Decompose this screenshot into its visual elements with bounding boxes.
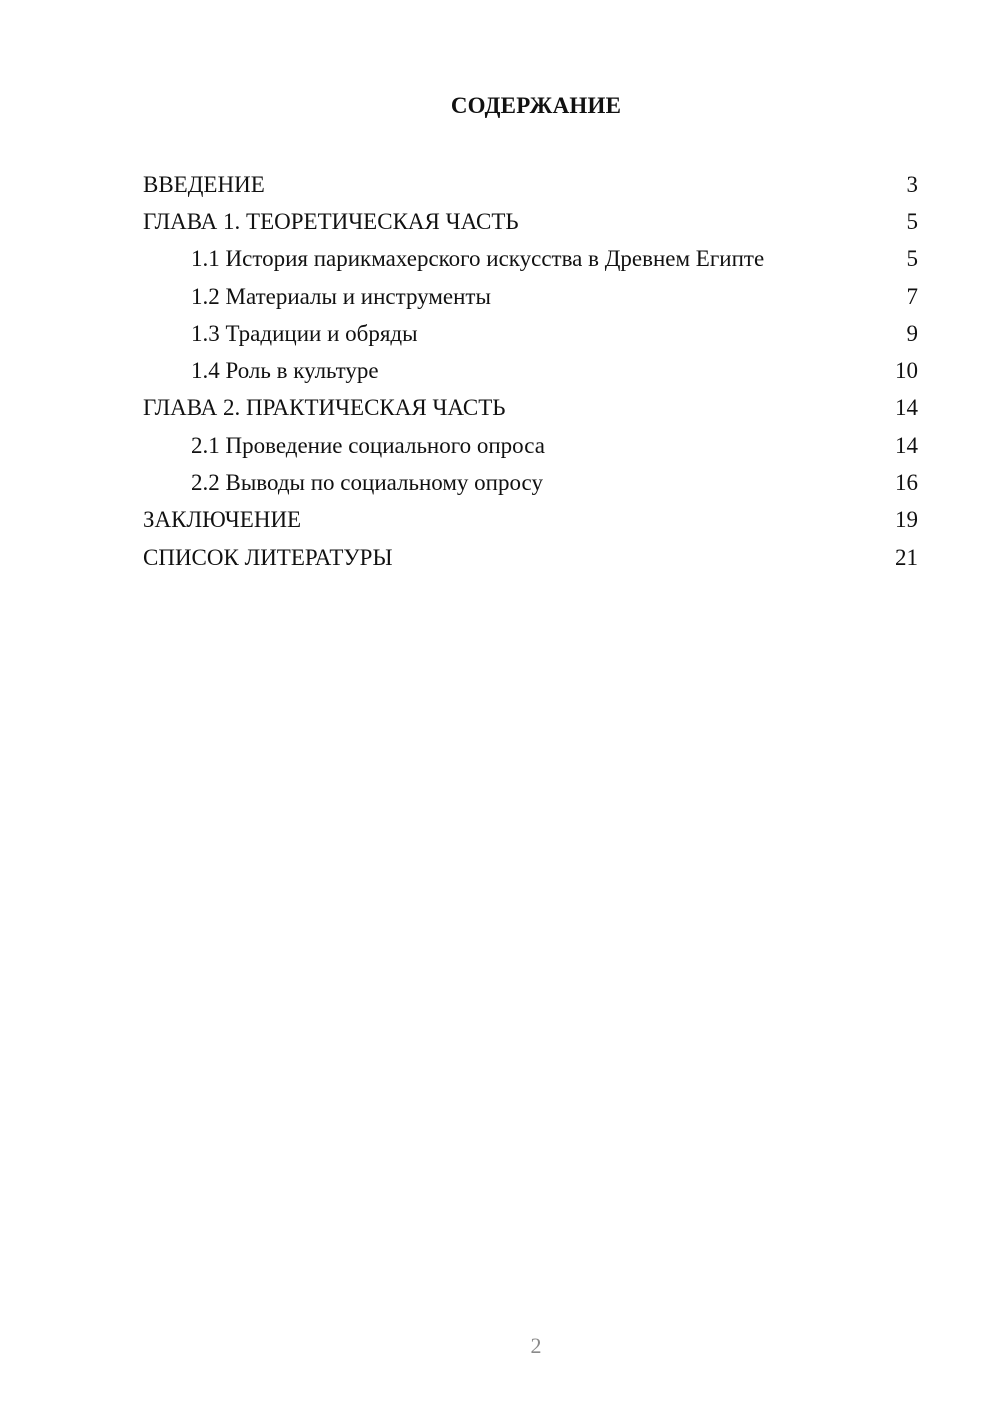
toc-entry-section-1-2[interactable] [143, 278, 918, 315]
toc-entry-label: 1.4 Роль в культуре [191, 358, 379, 384]
toc-entry-label: 2.1 Проведение социального опроса [191, 432, 545, 458]
toc-entry-page: 9 [906, 320, 918, 346]
toc-entry-label: СПИСОК ЛИТЕРАТУРЫ [143, 544, 393, 570]
toc-entry-conclusion[interactable] [143, 502, 918, 539]
toc-entry-section-2-1[interactable] [143, 427, 918, 464]
toc-entry-label: 1.3 Традиции и обряды [191, 320, 418, 346]
toc-entry-page: 16 [895, 470, 918, 496]
toc-entry-label: ЗАКЛЮЧЕНИЕ [143, 507, 302, 533]
toc-entry-page: 5 [906, 246, 918, 272]
toc-entry-label: 2.2 Выводы по социальному опросу [191, 470, 543, 496]
toc-entry-section-1-3[interactable] [143, 315, 918, 352]
toc-entry-label: ГЛАВА 2. ПРАКТИЧЕСКАЯ ЧАСТЬ [143, 395, 506, 421]
toc-entry-section-1-4[interactable] [143, 352, 918, 389]
toc-entry-section-2-2[interactable] [143, 464, 918, 501]
toc-entry-label: ВВЕДЕНИЕ [143, 171, 265, 197]
toc-entry-label: 1.1 История парикмахерского искусства в Древнем Египте [191, 246, 765, 272]
toc-entry-page: 10 [895, 358, 918, 384]
toc-entry-label: 1.2 Материалы и инструменты [191, 283, 491, 309]
toc-entry-page: 3 [906, 171, 918, 197]
toc-entry-page: 7 [906, 283, 918, 309]
toc-entry-page: 21 [895, 544, 918, 570]
page-title: СОДЕРЖАНИЕ [450, 93, 622, 118]
toc-entry-page: 14 [895, 432, 918, 458]
toc-entry-label: ГЛАВА 1. ТЕОРЕТИЧЕСКАЯ ЧАСТЬ [143, 208, 519, 234]
toc-entry-chapter-1[interactable] [143, 203, 918, 240]
table-of-contents [143, 166, 918, 576]
toc-entry-page: 5 [906, 208, 918, 234]
page-number: 2 [530, 1333, 542, 1358]
toc-entry-page: 14 [895, 395, 918, 421]
toc-entry-introduction[interactable] [143, 166, 918, 203]
toc-entry-chapter-2[interactable] [143, 390, 918, 427]
toc-entry-page: 19 [895, 507, 918, 533]
toc-entry-section-1-1[interactable] [143, 241, 918, 278]
toc-entry-references[interactable] [143, 539, 918, 576]
